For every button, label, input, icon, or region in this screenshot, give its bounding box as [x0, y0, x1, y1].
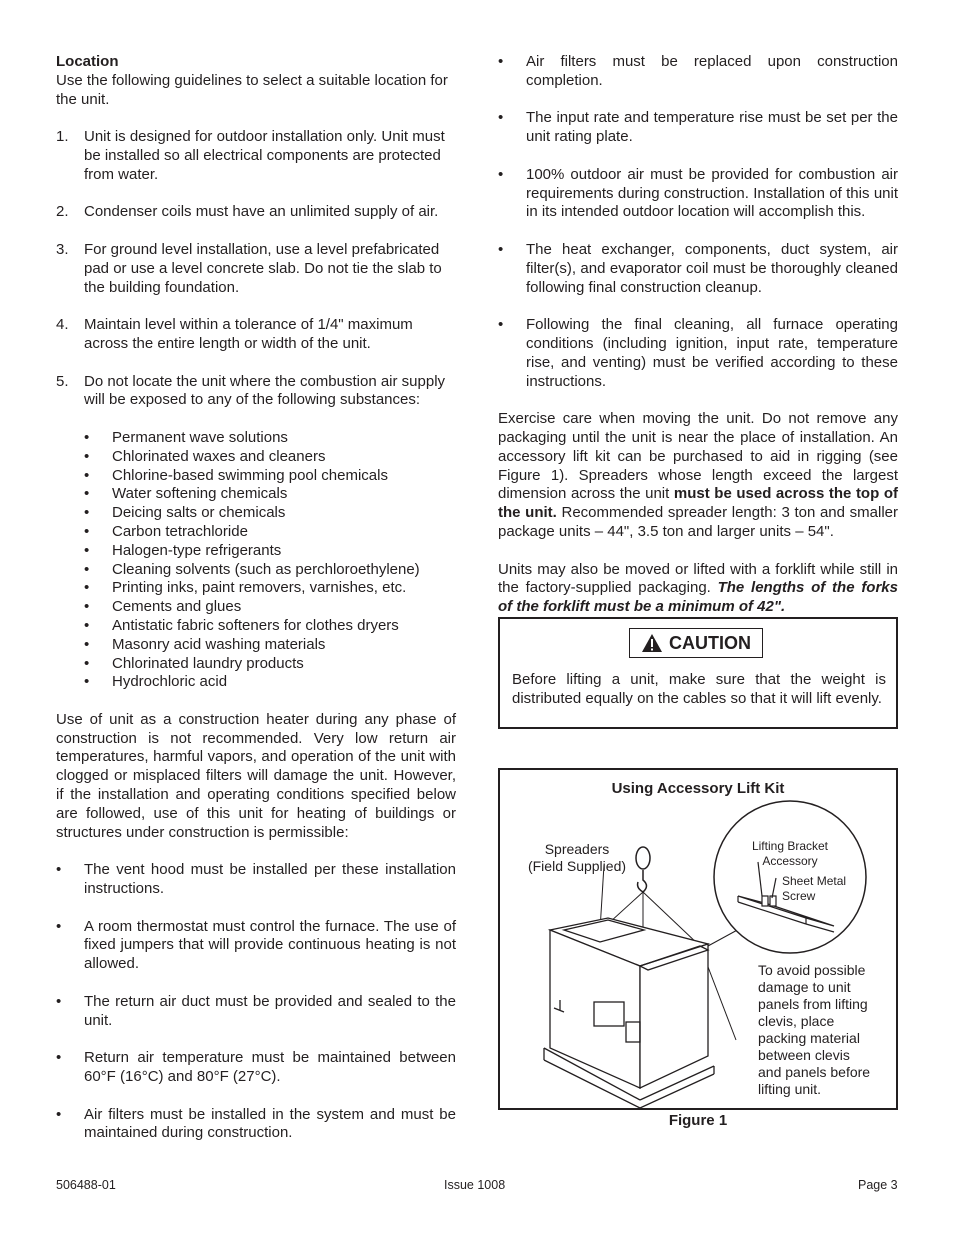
bullet-item: • Air filters must be replaced upon construction completion.: [498, 53, 898, 89]
doc-number: 506488-01: [56, 1178, 116, 1192]
list-item: • Carbon tetrachloride: [84, 522, 248, 540]
numbered-item: 5. Do not locate the unit where the combustion air supply will be exposed to any of the following substances:: [56, 372, 446, 409]
numbered-item: 2. Condenser coils must have an unlimited supply of air.: [56, 203, 439, 221]
left-column: [56, 53, 456, 1162]
list-item: • Water softening chemicals: [84, 485, 288, 503]
figure-caption: Figure 1: [668, 1112, 728, 1129]
list-item: • Halogen-type refrigerants: [84, 541, 282, 559]
list-item: • Printing inks, paint removers, varnishes, etc.: [84, 579, 407, 597]
screw-label: Sheet Metal Screw: [782, 874, 847, 903]
section-heading: Location: [56, 53, 119, 70]
bracket-label: Lifting Bracket Accessory: [751, 839, 829, 868]
list-item: • Masonry acid washing materials: [84, 635, 326, 653]
caution-text: Before lifting a unit, make sure that the weight is distributed equally on the cables so that it will lift evenly.: [512, 671, 886, 707]
list-item: • Deicing salts or chemicals: [84, 504, 286, 522]
list-item: • Chlorinated laundry products: [84, 654, 304, 672]
bullet-item: • The input rate and temperature rise must be set per the unit rating plate.: [498, 109, 898, 146]
hook-icon: [636, 847, 650, 892]
spreaders-label: Spreaders (Field Supplied): [527, 841, 627, 874]
construction-paragraph: Use of unit as a construction heater during any phase of construction is not recommended. Very low return air temperatures, harmful vapors, and operation of the unit with clogged or misplaced filters will damage the unit. However, if the installation and operating conditions specified below are followed, use of this unit for heating of buildings or structures under construction is permissible:: [56, 710, 456, 841]
bullet-item: • Air filters must be installed in the system and must be maintained during construction.: [56, 1105, 456, 1142]
list-item: • Cleaning solvents (such as perchloroethylene): [84, 560, 420, 578]
bullet-item: • Following the final cleaning, all furnace operating conditions (including ignition, input rate, temperature rise, and venting) must be verified according to these instructions.: [498, 316, 898, 390]
bullet-item: • A room thermostat must control the furnace. The use of fixed jumpers that will provide continuous heating is not allowed.: [56, 917, 456, 973]
intro-paragraph: Use the following guidelines to select a suitable location for the unit.: [56, 71, 448, 108]
warning-icon: [641, 633, 663, 653]
bullet-item: • The heat exchanger, components, duct system, air filter(s), and evaporator coil must be thoroughly cleaned following final construction cleanup.: [498, 240, 898, 296]
figure-note: To avoid possible damage to unit panels from lifting clevis, place packing material between clevis and panels before lifting unit.: [758, 962, 871, 1097]
moving-paragraph: Exercise care when moving the unit. Do not remove any packaging until the unit is near the place of installation. An accessory lift kit can be purchased to aid in rigging (see Figure 1). Spreaders whose length exceed the largest dimension across the unit must be used across the top of the unit. Recommended spreader length: 3 ton and smaller package units – 44", 3.5 ton and larger units – 54".: [498, 410, 898, 540]
bullet-item: • Return air temperature must be maintained between 60°F (16°C) and 80°F (27°C).: [56, 1049, 456, 1086]
right-column: [498, 53, 898, 636]
list-item: • Permanent wave solutions: [84, 428, 288, 446]
bullet-item: • 100% outdoor air must be provided for combustion air requirements during construction. Installation of this unit in its intended outdoor location will accomplish this.: [498, 165, 898, 221]
issue-number: Issue 1008: [444, 1178, 506, 1192]
bullet-item: • The return air duct must be provided and sealed to the unit.: [56, 992, 456, 1029]
page-number: Page 3: [858, 1178, 898, 1192]
caution-box: [498, 617, 898, 729]
bullet-item: • The vent hood must be installed per these installation instructions.: [56, 861, 456, 898]
numbered-item: 1. Unit is designed for outdoor installation only. Unit must be installed so all electrical components are protected from water.: [56, 128, 445, 183]
caution-label: CAUTION: [629, 628, 763, 658]
list-item: • Antistatic fabric softeners for clothes dryers: [84, 616, 399, 634]
packaged-unit: [544, 918, 714, 1108]
list-item: • Cements and glues: [84, 598, 242, 616]
list-item: • Hydrochloric acid: [84, 673, 228, 691]
figure-title: Using Accessory Lift Kit: [611, 780, 785, 797]
figure-box: [498, 768, 898, 1110]
substances-list: [84, 429, 456, 692]
forklift-paragraph: Units may also be moved or lifted with a forklift while still in the factory-supplied packaging. The lengths of the forks of the forklift must be a minimum of 42".: [498, 560, 898, 616]
list-item: • Chlorine-based swimming pool chemicals: [84, 466, 388, 484]
numbered-item: 4. Maintain level within a tolerance of 1/4" maximum across the entire length or width of the unit.: [56, 316, 413, 352]
list-item: • Chlorinated waxes and cleaners: [84, 447, 326, 465]
numbered-item: 3. For ground level installation, use a level prefabricated pad or use a level concrete slab. Do not tie the slab to the building foundation.: [56, 240, 442, 296]
